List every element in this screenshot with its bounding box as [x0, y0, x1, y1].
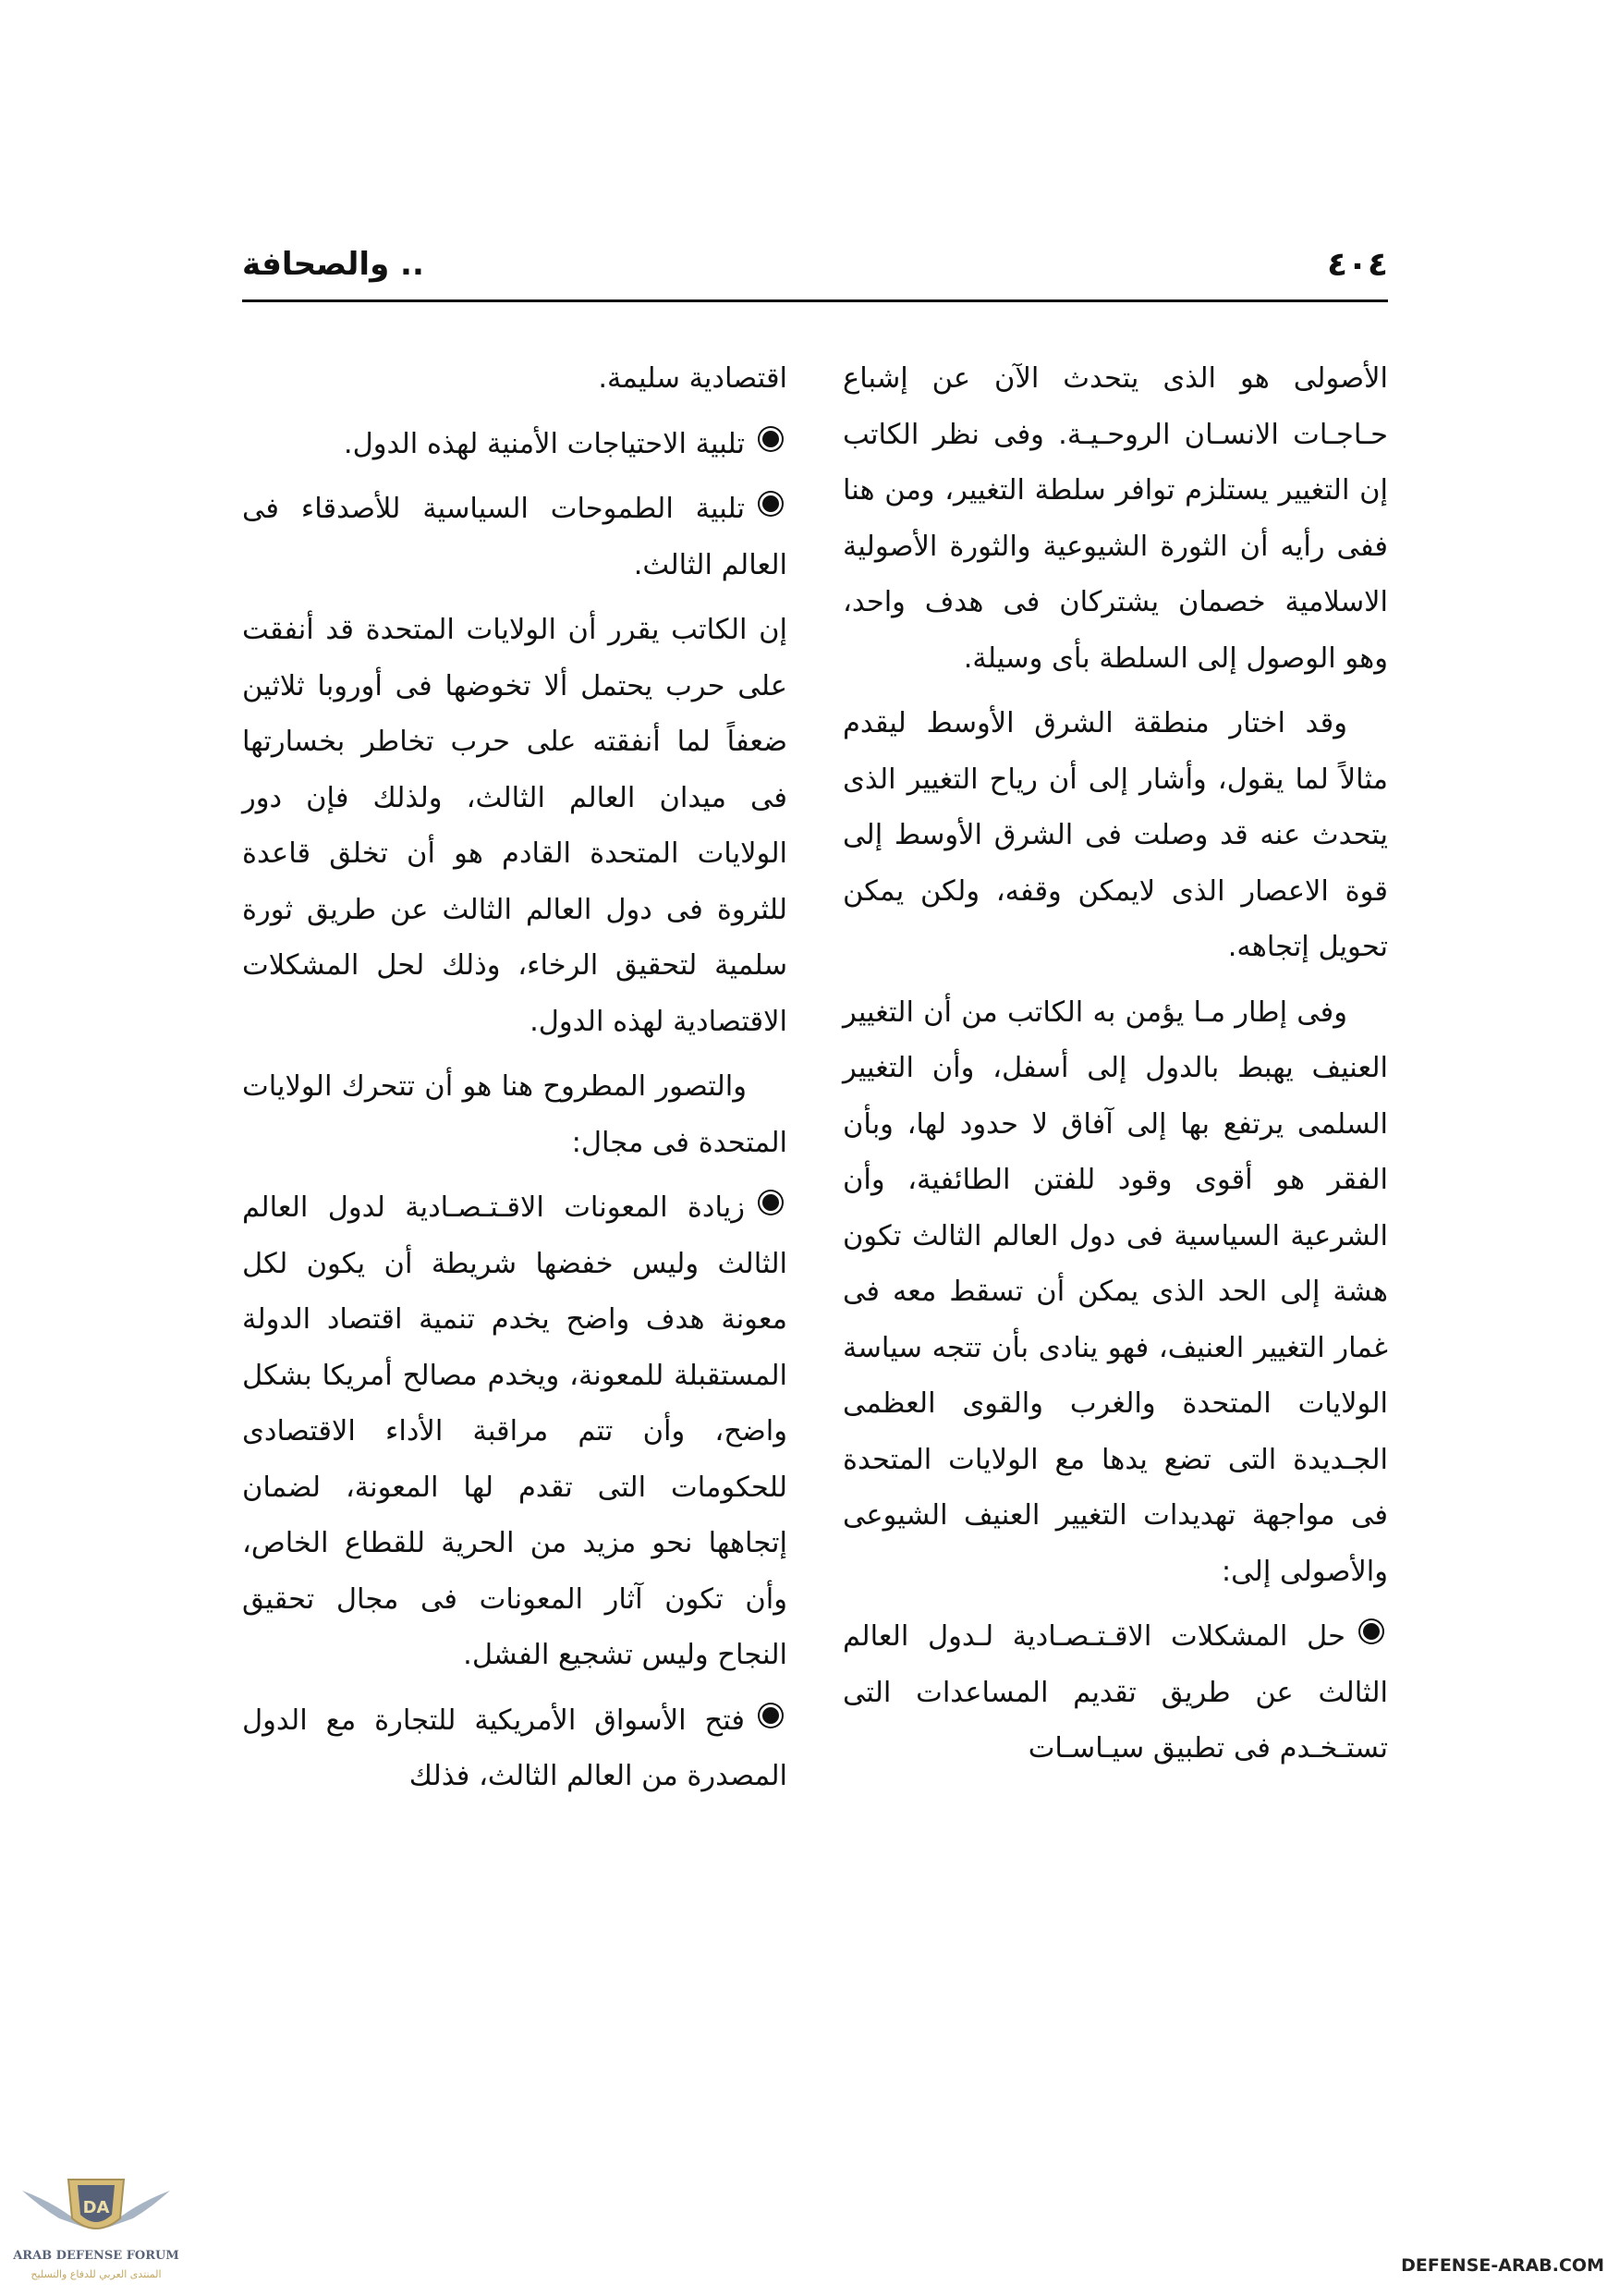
- svg-text:DA: DA: [82, 2198, 110, 2217]
- forum-logo-icon: [4, 2163, 189, 2292]
- bullet-icon: [760, 1191, 782, 1214]
- left-column: [242, 351, 787, 1814]
- paragraph-2: وقد اختار منطقة الشرق الأوسط ليقدم مثالاً لما يقول، وأشار إلى أن رياح التغيير الذى يتحدث عنه قد وصلت فى الشرق الأوسط إلى قوة الاعصار الذى لايمكن وقفه، ولكن يمكن تحويل إتجاهه.: [843, 707, 1388, 963]
- svg-text:المنتدى العربي للدفاع والتسليح: المنتدى العربي للدفاع والتسليح: [30, 2268, 162, 2280]
- page-number: ٤٠٤: [1327, 246, 1388, 284]
- list-item: [242, 1180, 787, 1684]
- list-item-text: تلبية الطموحات السياسية للأصدقاء فى العالم الثالث.: [242, 493, 787, 581]
- right-column: [843, 351, 1388, 1787]
- paragraph-5: والتصور المطروح هنا هو أن تتحرك الولايات المتحدة فى مجال:: [242, 1070, 787, 1159]
- paragraph-4: إن الكاتب يقرر أن الولايات المتحدة قد أنفقت على حرب يحتمل ألا تخوضها فى أوروبا ثلاثين ضعفاً لما أنفقته على حرب تخاطر بخسارتها فى ميدان العالم الثالث، ولذلك فإن دور الولايات المتحدة القادم هو أن تخلق قاعدة للثروة فى دول العالم الثالث عن طريق ثورة سلمية لتحقيق الرخاء، وذلك لحل المشكلات الاقتصادية لهذه الدول.: [242, 614, 787, 1038]
- list-item-text: زيادة المعونات الاقـتـصـادية لدول العالم الثالث وليس خفضها شريطة أن يكون لكل معونة هدف واضح يخدم تنمية اقتصاد الدولة المستقبلة للمعونة، ويخدم مصالح أمريكا بشكل واضح، وأن تتم مراقبة الأداء الاقتصادى للحكومات التى تقدم لها المعونة، لضمان إتجاهها نحو مزيد من الحرية للقطاع الخاص، وأن تكون آثار المعونات فى مجال تحقيق النجاح وليس تشجيع الفشل.: [242, 1191, 787, 1671]
- bullet-icon: [760, 493, 782, 515]
- watermark-logo: [4, 2163, 189, 2292]
- list-item-text: فتح الأسواق الأمريكية للتجارة مع الدول المصدرة من العالم الثالث، فذلك: [242, 1704, 787, 1792]
- list-item: [242, 482, 787, 593]
- paragraph-1: الأصولى هو الذى يتحدث الآن عن إشباع حـاجـات الانسـان الروحـيـة. وفى نظر الكاتب إن التغيير يستلزم توافر سلطة التغيير، ومن هنا ففى رأيه أن الثورة الشيوعية والثورة الأصولية الاسلامية خصمان يشتركان فى هدف واحد، وهو الوصول إلى السلطة بأى وسيلة.: [843, 362, 1388, 675]
- page-header: [242, 242, 1388, 302]
- list-item-text: تلبية الاحتياجات الأمنية لهذه الدول.: [343, 427, 745, 460]
- bullet-list: [242, 1180, 787, 1805]
- continuation-text: اقتصادية سليمة.: [598, 362, 787, 395]
- watermark-url: DEFENSE-ARAB.COM: [1401, 2255, 1604, 2276]
- svg-text:ARAB DEFENSE FORUM: ARAB DEFENSE FORUM: [13, 2249, 179, 2263]
- bullet-list: [242, 417, 787, 594]
- bullet-list: [843, 1609, 1388, 1777]
- paragraph-3: وفى إطار مـا يؤمن به الكاتب من أن التغيير العنيف يهبط بالدول إلى أسفل، وأن التغيير السلمى يرتفع بها إلى آفاق لا حدود لها، وبأن الفقر هو أقوى وقود للفتن الطائفية، وأن الشرعية السياسية فى دول العالم الثالث تكون هشة إلى الحد الذى يمكن أن تسقط معه فى غمار التغيير العنيف، فهو ينادى بأن تتجه سياسة الولايات المتحدة والغرب والقوى العظمى الجـديدة التى تضع يدها مع الولايات المتحدة فى مواجهة تهديدات التغيير العنيف الشيوعى والأصولى إلى:: [843, 995, 1388, 1588]
- list-item-text: حل المشكلات الاقـتـصـادية لـدول العالم الثالث عن طريق تقديم المساعدات التى تستـخـدم فى تطبيق سيـاسـات: [843, 1620, 1388, 1765]
- running-head: .. والصحافة: [242, 246, 424, 283]
- list-item: [843, 1609, 1388, 1777]
- bullet-icon: [760, 428, 782, 450]
- bullet-icon: [1360, 1620, 1382, 1643]
- list-item: [242, 417, 787, 473]
- list-item: [242, 1693, 787, 1805]
- bullet-icon: [760, 1704, 782, 1727]
